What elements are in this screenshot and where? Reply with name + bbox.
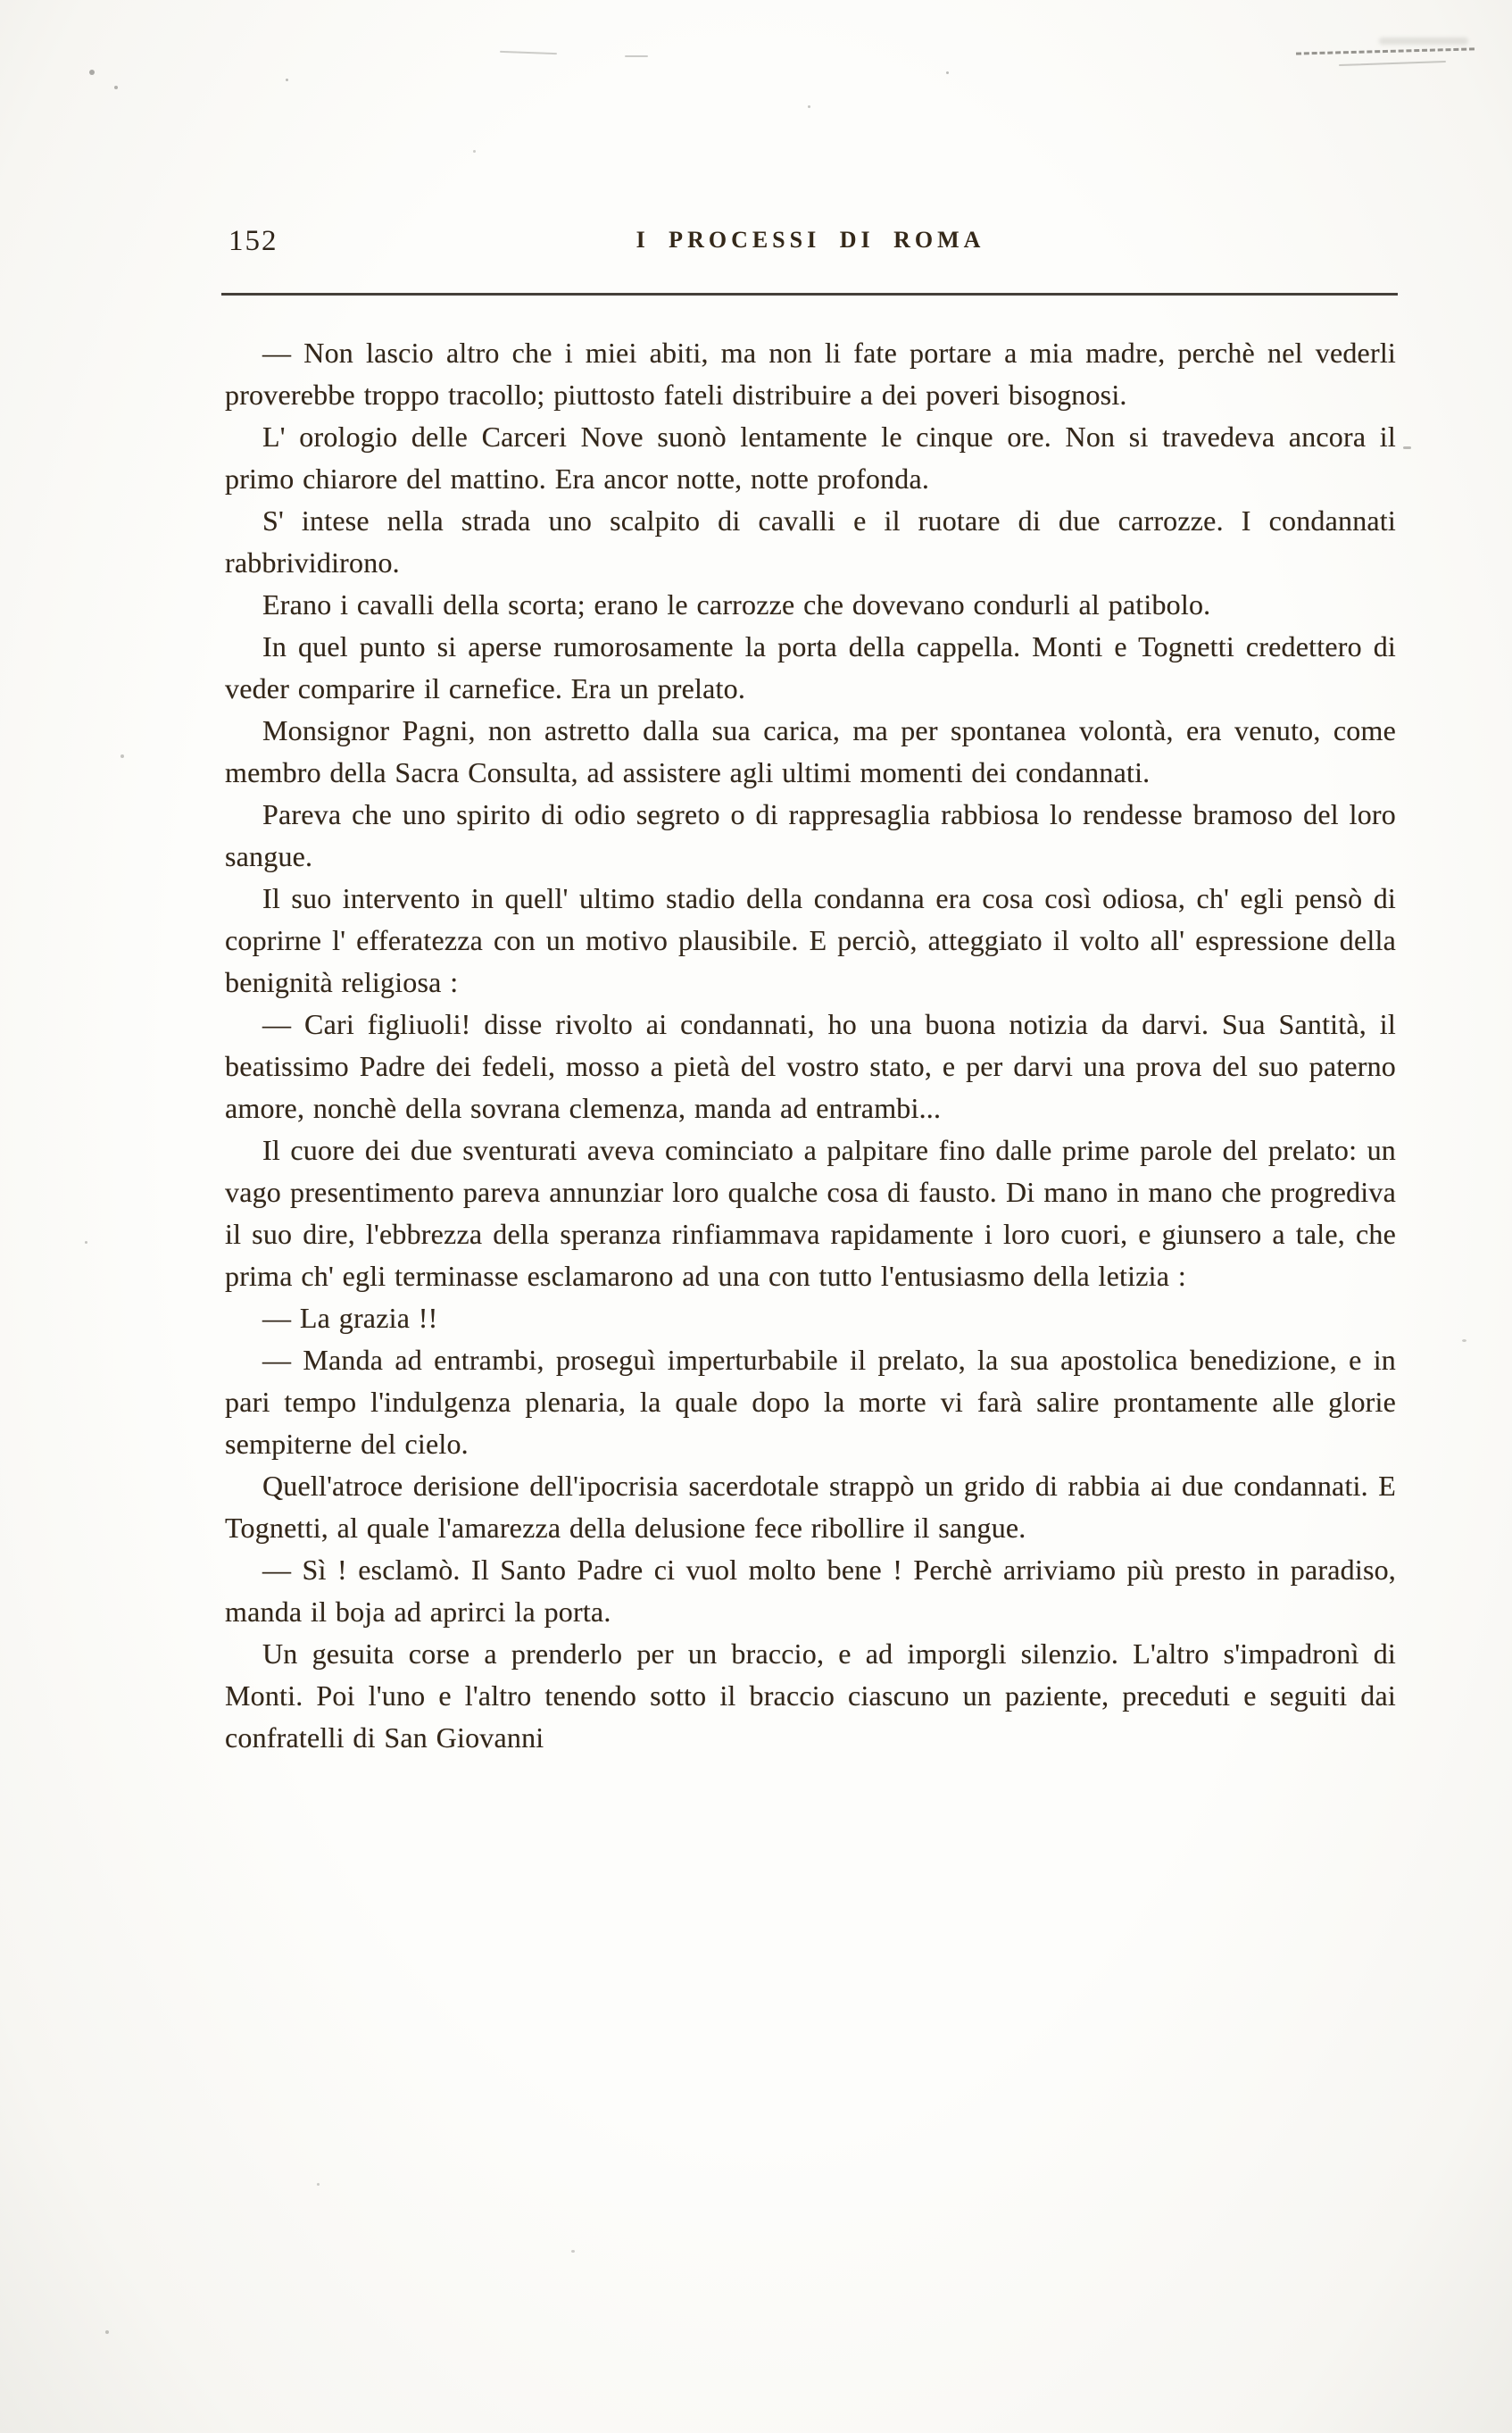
paragraph: Monsignor Pagni, non astretto dalla sua carica, ma per spontanea volontà, era venuto, come membro della Sacra Consulta, ad assistere agli ultimi momenti dei condannati.	[225, 714, 1396, 788]
scan-artifact	[114, 86, 118, 89]
running-title: I PROCESSI DI ROMA	[636, 227, 985, 253]
paragraph: — Non lascio altro che i miei abiti, ma non li fate portare a mia madre, perchè nel vederli proverebbe troppo tracollo; piuttosto fateli distribuire a dei poveri bisognosi.	[225, 337, 1396, 411]
scan-artifact	[1403, 446, 1411, 449]
paragraph-dialogue: — Sì ! esclamò. Il Santo Padre ci vuol molto bene ! Perchè arriviamo più presto in paradiso, manda il boja ad aprirci la porta.	[225, 1554, 1396, 1628]
scan-artifact	[808, 105, 810, 108]
scan-artifact	[286, 79, 288, 81]
paragraph-dialogue: — Cari figliuoli! disse rivolto ai condannati, ho una buona notizia da darvi. Sua Santità, il beatissimo Padre dei fedeli, mosso a pietà del vostro stato, e per darvi una prova del suo paterno amore, nonchè della sovrana clemenza, manda ad entrambi...	[225, 1008, 1396, 1124]
paragraph-dialogue: — Manda ad entrambi, proseguì imperturbabile il prelato, la sua apostolica benedizione, e in pari tempo l'indulgenza plenaria, la quale dopo la morte vi farà salire prontamente alle glorie sempiterne del cielo.	[225, 1344, 1396, 1460]
scan-artifact	[571, 2250, 575, 2253]
scan-artifact	[1339, 61, 1446, 66]
page-number: 152	[228, 225, 278, 257]
text-block	[225, 332, 1396, 1759]
paragraph: L' orologio delle Carceri Nove suonò lentamente le cinque ore. Non si travedeva ancora il primo chiarore del mattino. Era ancor notte, notte profonda.	[225, 421, 1396, 495]
scan-artifact	[105, 2330, 109, 2334]
paragraph: Erano i cavalli della scorta; erano le carrozze che dovevano condurli al patibolo.	[262, 588, 1211, 621]
scan-artifact	[946, 71, 949, 74]
header-rule	[221, 293, 1398, 296]
page-header	[225, 223, 1396, 264]
paragraph: S' intese nella strada uno scalpito di cavalli e il ruotare di due carrozze. I condannati rabbrividirono.	[225, 504, 1396, 579]
paragraph: Quell'atroce derisione dell'ipocrisia sacerdotale strappò un grido di rabbia ai due condannati. E Tognetti, al quale l'amarezza della delusione fece ribollire il sangue.	[225, 1470, 1396, 1544]
scan-artifact	[625, 55, 648, 57]
paragraph: Pareva che uno spirito di odio segreto o di rappresaglia rabbiosa lo rendesse bramoso del loro sangue.	[225, 798, 1396, 872]
scan-artifact	[1379, 37, 1468, 45]
paragraph: Un gesuita corse a prenderlo per un braccio, e ad imporgli silenzio. L'altro s'impadronì di Monti. Poi l'uno e l'altro tenendo sotto il braccio ciascuno un paziente, preceduti e seguiti dai confratelli di San Giovanni	[225, 1637, 1396, 1754]
scan-artifact	[500, 51, 557, 54]
scan-artifact	[85, 1241, 87, 1244]
scan-artifact	[1462, 1339, 1466, 1342]
paragraph: In quel punto si aperse rumorosamente la porta della cappella. Monti e Tognetti credettero di veder comparire il carnefice. Era un prelato.	[225, 630, 1396, 704]
paragraph: Il suo intervento in quell' ultimo stadio della condanna era cosa così odiosa, ch' egli pensò di coprirne l' efferatezza con un motivo plausibile. E perciò, atteggiato il volto all' espressione della benignità religiosa :	[225, 882, 1396, 998]
scan-artifact	[317, 2183, 320, 2186]
scan-artifact	[120, 754, 124, 758]
scan-artifact	[1296, 47, 1475, 54]
paragraph: Il cuore dei due sventurati aveva cominciato a palpitare fino dalle prime parole del prelato: un vago presentimento pareva annunziar loro qualche cosa di fausto. Di mano in mano che progrediva il suo dire, l'ebbrezza della speranza rinfiammava rapidamente i loro cuori, e giunsero a tale, che prima ch' egli terminasse esclamarono ad una con tutto l'entusiasmo della letizia :	[225, 1134, 1396, 1292]
scan-artifact	[89, 70, 95, 75]
paragraph-dialogue: — La grazia !!	[262, 1302, 438, 1334]
scan-artifact	[473, 150, 476, 153]
